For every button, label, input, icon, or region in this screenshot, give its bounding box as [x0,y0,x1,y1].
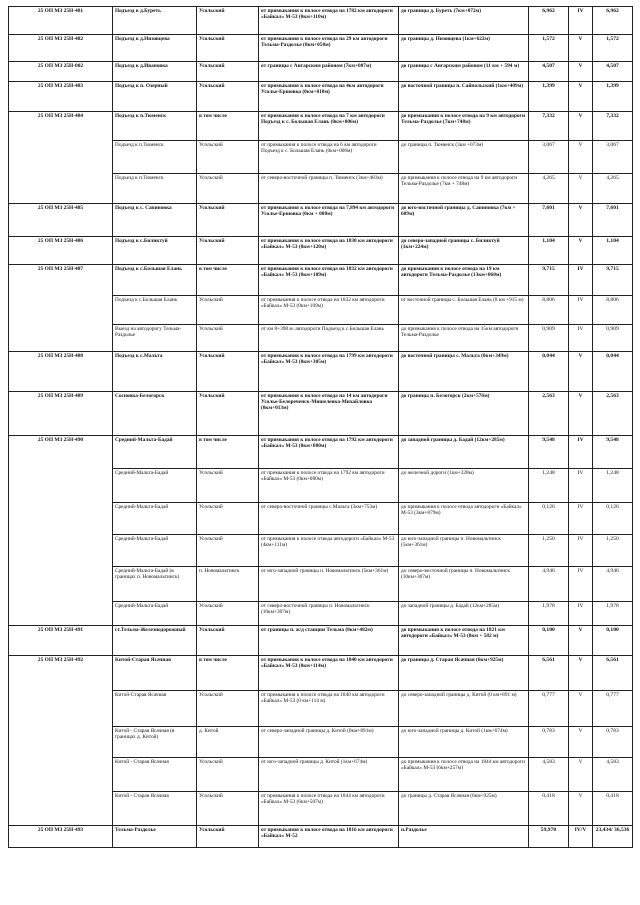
district: Усольский [197,237,259,265]
segment-start: от примыкания к полосе отвода на 1832 км автодороги «Байкал» М-53 (0км+109м) [259,296,399,325]
district: Усольский [197,469,259,503]
road-category: V [569,141,593,174]
segment-end: до юго-западной границы п. Новомальтинск (5км+361м) [399,535,529,567]
district: Усольский [197,535,259,567]
length-total: 9,715 [593,265,633,296]
road-category: V [569,352,593,392]
district: Усольский [197,174,259,204]
length-km: 1,572 [529,35,569,62]
district: в том числе [197,112,259,141]
road-name: Средний-Мальта-Бадай [113,436,197,469]
road-category: V [569,656,593,691]
segment-start: от границы п. ж/д станции Тельма (0км+482м) [259,626,399,656]
road-category: V [569,82,593,112]
length-total: 0,126 [593,503,633,535]
road-name: Китой - Старая Ясачная [113,792,197,826]
district: Усольский [197,503,259,535]
segment-end: до северо-западной границы д. Китой (0 км+891 м) [399,691,529,727]
district: Усольский [197,325,259,352]
district: Усольский [197,204,259,237]
road-category: V [569,35,593,62]
road-name: Средний-Мальта-Бадай [113,469,197,503]
length-km: 3,067 [529,141,569,174]
road-category: IV [569,602,593,626]
road-code: 25 ОП МЗ 25Н-490 [9,436,113,626]
road-code: 25 ОП МЗ 25Н-481 [9,7,113,35]
length-km: 9,715 [529,265,569,296]
table-row [9,62,633,82]
district: Усольский [197,392,259,436]
table-row [9,352,633,392]
segment-start: от границы с Ангарским районом (7км+087м) [259,62,399,82]
length-km: 4,265 [529,174,569,204]
length-km: 9,548 [529,436,569,469]
segment-start: от примыкания к полосе отвода на 1792 км автодороги «Байкал» М-53 (0км+080м) [259,469,399,503]
road-name: Сосновка-Белогорск [113,392,197,436]
length-km: 6,962 [529,7,569,35]
road-name: Подъезд к с.Большая Елань [113,296,197,325]
length-total: 4,265 [593,174,633,204]
district: Усольский [197,62,259,82]
length-total: 3,067 [593,141,633,174]
length-total: 4,583 [593,758,633,792]
district: д. Китой [197,727,259,758]
road-name: Тельма-Раздолье [113,826,197,848]
road-category: IV/V [569,826,593,848]
segment-end: до примыкания к полосе отвода на 15км автодороги Тельма-Раздолье [399,325,529,352]
road-category: IV [569,469,593,503]
table-row [9,265,633,296]
district: Усольский [197,691,259,727]
segment-start: от юго-западной границы п. Новомальтинск (5км+361м) [259,567,399,602]
segment-end: до примыкания к полосе отвода автодороги «Байкал» М-53 (3км+879м) [399,503,529,535]
road-name: Подъезд к п.Тюменск [113,141,197,174]
district: Усольский [197,296,259,325]
length-km: 1,248 [529,469,569,503]
segment-end: до границы с Ангарским районом (11 км + 594 м) [399,62,529,82]
segment-end: до границы п. Тюменск (3км +073м) [399,141,529,174]
segment-end: до границы д. Старая Ясачная (6км+925м) [399,656,529,691]
table-row [9,82,633,112]
district: в том числе [197,436,259,469]
road-code: 25 ОП МЗ 25Н-482 [9,35,113,62]
segment-end: до восточной границы с. Мальта (0км+349м) [399,352,529,392]
road-name: Подъезд к п. Озерный [113,82,197,112]
segment-end: до северо-восточной границы п. Новомальтинск (10км+307м) [399,567,529,602]
road-category: V [569,174,593,204]
length-km: 59,970 [529,826,569,848]
segment-start: от примыкания к полосе отвода на 4км автодороги Усолье-Ершовка (0км+010м) [259,82,399,112]
road-name: Китой - Старая Ясачная (в границах д. Китой) [113,727,197,758]
length-km: 8,806 [529,296,569,325]
length-total: 1,250 [593,535,633,567]
table-row [9,237,633,265]
road-name: Подъезд к с.Биликтуй [113,237,197,265]
road-name: Подъезд к п.Тюменск [113,112,197,141]
road-name: Подъезд к д.Буреть [113,7,197,35]
segment-start: от примыкания к полосе отвода на 1840 км автодороги «Байкал» М-53 (0 км+114 м) [259,691,399,727]
segment-start: от примыкания к полосе отвода на 6 км автодороги Подъезд к с. Большая Елань (0км+006м) [259,141,399,174]
road-code: 25 ОП МЗ 25Н-002 [9,62,113,82]
length-km: 2,563 [529,392,569,436]
segment-end: до северо-западной границы с. Биликтуй (1км+224м) [399,237,529,265]
district: Усольский [197,758,259,792]
length-total: 1,572 [593,35,633,62]
road-category: V [569,792,593,826]
table-row [9,35,633,62]
length-km: 0,126 [529,503,569,535]
length-km: 4,946 [529,567,569,602]
segment-end: до восточной границы п. Сайпольский (1км+409м) [399,82,529,112]
table-row [9,656,633,691]
segment-start: от примыкания к полосе отвода на 29 км автодороги Тельма-Раздолье (0км+050м) [259,35,399,62]
road-name: Средний-Мальта-Бадай (в границах п. Новомальтинск) [113,567,197,602]
segment-start: от примыкания к полосе отвода на 1792 км автодороги «Байкал» М-53 (0км+080м) [259,436,399,469]
segment-end: до юго-восточной границы д. Сапиновка (7км + 609м) [399,204,529,237]
segment-start: от примыкания к полосе отвода автодороги «Байкал» М-53 (4км+111м) [259,535,399,567]
road-name: Подъезд к д.Ивановка [113,62,197,82]
road-code: 25 ОП МЗ 25Н-489 [9,392,113,436]
table-row [9,204,633,237]
road-name: ст.Тельма-Железнодорожный [113,626,197,656]
road-name: Подъезд к с.Большая Елань [113,265,197,296]
segment-end: до границы п. Белогорск (2км+576м) [399,392,529,436]
road-code: 25 ОП МЗ 25Н-484 [9,112,113,204]
road-name: Подъезд к с. Сапиновка [113,204,197,237]
road-name: Подъезд к с.Мальта [113,352,197,392]
length-total: 1,104 [593,237,633,265]
length-total: 0,909 [593,325,633,352]
road-category: IV [569,265,593,296]
length-total: 9,548 [593,436,633,469]
road-category: IV [569,503,593,535]
district: Усольский [197,35,259,62]
length-total: 2,563 [593,392,633,436]
table-row [9,436,633,469]
segment-end: до примыкания к полосе отвода на 9 км автодороги Тельма-Раздолье (7км+748м) [399,112,529,141]
length-km: 0,783 [529,727,569,758]
segment-end: от восточной границы с. Большая Елань (8 км +915 м) [399,296,529,325]
road-category: IV [569,296,593,325]
road-code: 25 ОП МЗ 25Н-487 [9,265,113,352]
length-total: 0,100 [593,626,633,656]
district: Усольский [197,792,259,826]
length-km: 0,418 [529,792,569,826]
road-code: 25 ОП МЗ 25Н-488 [9,352,113,392]
road-category: IV [569,535,593,567]
road-category: IV [569,7,593,35]
table-row [9,112,633,141]
length-km: 1,978 [529,602,569,626]
length-total: 1,248 [593,469,633,503]
length-km: 1,399 [529,82,569,112]
road-category: IV [569,436,593,469]
segment-end: до примыкания к полосе отвода на 9 км автодороги Тельма-Раздолье (7км + 748м) [399,174,529,204]
segment-start: от примыкания к полосе отвода на 14 км автодороги Усолье-Белореченск-Мишелевка-Михайловка (0км+013м) [259,392,399,436]
road-register-table [8,6,633,848]
road-category: V [569,204,593,237]
segment-end: до границы д. Низовцева (1км+622м) [399,35,529,62]
road-category: IV [569,325,593,352]
road-category: V [569,626,593,656]
segment-end: до границы д. Буреть (7км+072м) [399,7,529,35]
length-total: 7,332 [593,112,633,141]
length-total: 0,418 [593,792,633,826]
segment-end: до границы д. Старая Ясачная (6км+925м) [399,792,529,826]
segment-start: от северо-восточной границы п. Тюменск (3км+483м) [259,174,399,204]
segment-start: от примыкания к полосе отвода на 1832 км автодороги «Байкал» М-53 (0км+109м) [259,265,399,296]
district: п. Новомальтинск [197,567,259,602]
segment-start: от северо-восточной границы с.Мальта (3км+753м) [259,503,399,535]
segment-start: от км 8+398 м. автодороги Подъезд к с.Большая Елань [259,325,399,352]
table-row [9,826,633,848]
road-code: 25 ОП МЗ 25Н-485 [9,204,113,237]
segment-start: от северо-восточной границы п. Новомальтинск (10км+307м) [259,602,399,626]
length-total: 4,946 [593,567,633,602]
road-category: V [569,392,593,436]
segment-start: от примыкания к полосе отвода на 1830 км автодороги «Байкал» М-53 (0км+120м) [259,237,399,265]
road-name: Средний-Мальта-Бадай [113,503,197,535]
road-name: Выезд на автодорогу Тельма-Раздолье [113,325,197,352]
document-page [8,6,632,848]
road-name: Средний-Мальта-Бадай [113,602,197,626]
segment-end: до железной дороги (1км+328м) [399,469,529,503]
segment-end: до примыкания к полосе отвода на 1821 км автодороги «Байкал» М-53 (0км + 582 м) [399,626,529,656]
length-total: 6,561 [593,656,633,691]
length-total: 8,806 [593,296,633,325]
segment-start: от примыкания к полосе отвода на 7,894 км автодороги Усолье-Ершовка (0км + 008м) [259,204,399,237]
district: Усольский [197,7,259,35]
district: Усольский [197,626,259,656]
length-km: 0,044 [529,352,569,392]
segment-end: до примыкания к полосе отвода на 19 км автодороги Тельма-Раздолье (13км+060м) [399,265,529,296]
road-code: 25 ОП МЗ 25Н-486 [9,237,113,265]
road-code: 25 ОП МЗ 25Н-491 [9,626,113,656]
length-km: 1,250 [529,535,569,567]
road-name: Средний-Мальта-Бадай [113,535,197,567]
table-row [9,392,633,436]
segment-start: от северо-западной границы д. Китой (0км+891м) [259,727,399,758]
road-name: Подъезд к д.Низовцева [113,35,197,62]
road-category: V [569,112,593,141]
road-name: Китой-Старая Ясачная [113,656,197,691]
district: Усольский [197,352,259,392]
road-name: Подъезд к п.Тюменск [113,174,197,204]
district: Усольский [197,826,259,848]
length-km: 7,601 [529,204,569,237]
length-total: 1,399 [593,82,633,112]
road-category: V [569,758,593,792]
road-category: V [569,62,593,82]
segment-end: до западной границы д. Бадай (12км+285м) [399,602,529,626]
length-km: 0,777 [529,691,569,727]
road-category: V [569,237,593,265]
length-km: 7,332 [529,112,569,141]
segment-start: от примыкания к полосе отвода на 1816 км автодороги «Байкал» М-52 [259,826,399,848]
road-code: 25 ОП МЗ 25Н-493 [9,826,113,848]
length-total: 0,777 [593,691,633,727]
length-total: 0,044 [593,352,633,392]
table-row [9,626,633,656]
length-km: 1,104 [529,237,569,265]
segment-start: от юго-западной границы д. Китой (1км+674м) [259,758,399,792]
segment-start: от примыкания к полосе отвода на 1844 км автодороги «Байкал» М-53 (6км+507м) [259,792,399,826]
length-km: 6,561 [529,656,569,691]
road-name: Китой-Старая Ясачная [113,691,197,727]
road-name: Китой - Старая Ясачная [113,758,197,792]
segment-end: п.Раздолье [399,826,529,848]
segment-start: от примыкания к полосе отвода на 1799 км автодороги «Байкал» М-53 (0км+305м) [259,352,399,392]
segment-end: до юго-западной границы д. Китой (1км+674м) [399,727,529,758]
district: Усольский [197,602,259,626]
district: в том числе [197,265,259,296]
length-total: 6,962 [593,7,633,35]
length-total: 4,507 [593,62,633,82]
length-km: 4,507 [529,62,569,82]
table-row [9,7,633,35]
length-km: 0,100 [529,626,569,656]
length-km: 4,583 [529,758,569,792]
segment-start: от примыкания к полосе отвода на 1782 км автодороги «Байкал» М-53 (0км+110м) [259,7,399,35]
segment-end: до западной границы д. Бадай (12км+285м) [399,436,529,469]
road-category: V [569,691,593,727]
segment-end: до примыкания к полосе отвода на 1844 км автодороги «Байкал» М-53 (6км+257м) [399,758,529,792]
road-code: 25 ОП МЗ 25Н-492 [9,656,113,826]
length-total: 7,601 [593,204,633,237]
district: в том числе [197,656,259,691]
length-total: 0,783 [593,727,633,758]
district: Усольский [197,82,259,112]
length-total: 1,978 [593,602,633,626]
length-km: 0,909 [529,325,569,352]
road-category: IV [569,567,593,602]
length-total: 23,434/ 36,536 [593,826,633,848]
road-code: 25 ОП МЗ 25Н-483 [9,82,113,112]
road-category: V [569,727,593,758]
segment-start: от примыкания к полосе отвода на 7 км автодороги Подъезд к с. Большая Елань (0км+006м) [259,112,399,141]
district: Усольский [197,141,259,174]
segment-start: от примыкания к полосе отвода на 1840 км автодороги «Байкал» М-53 (0км+114м) [259,656,399,691]
